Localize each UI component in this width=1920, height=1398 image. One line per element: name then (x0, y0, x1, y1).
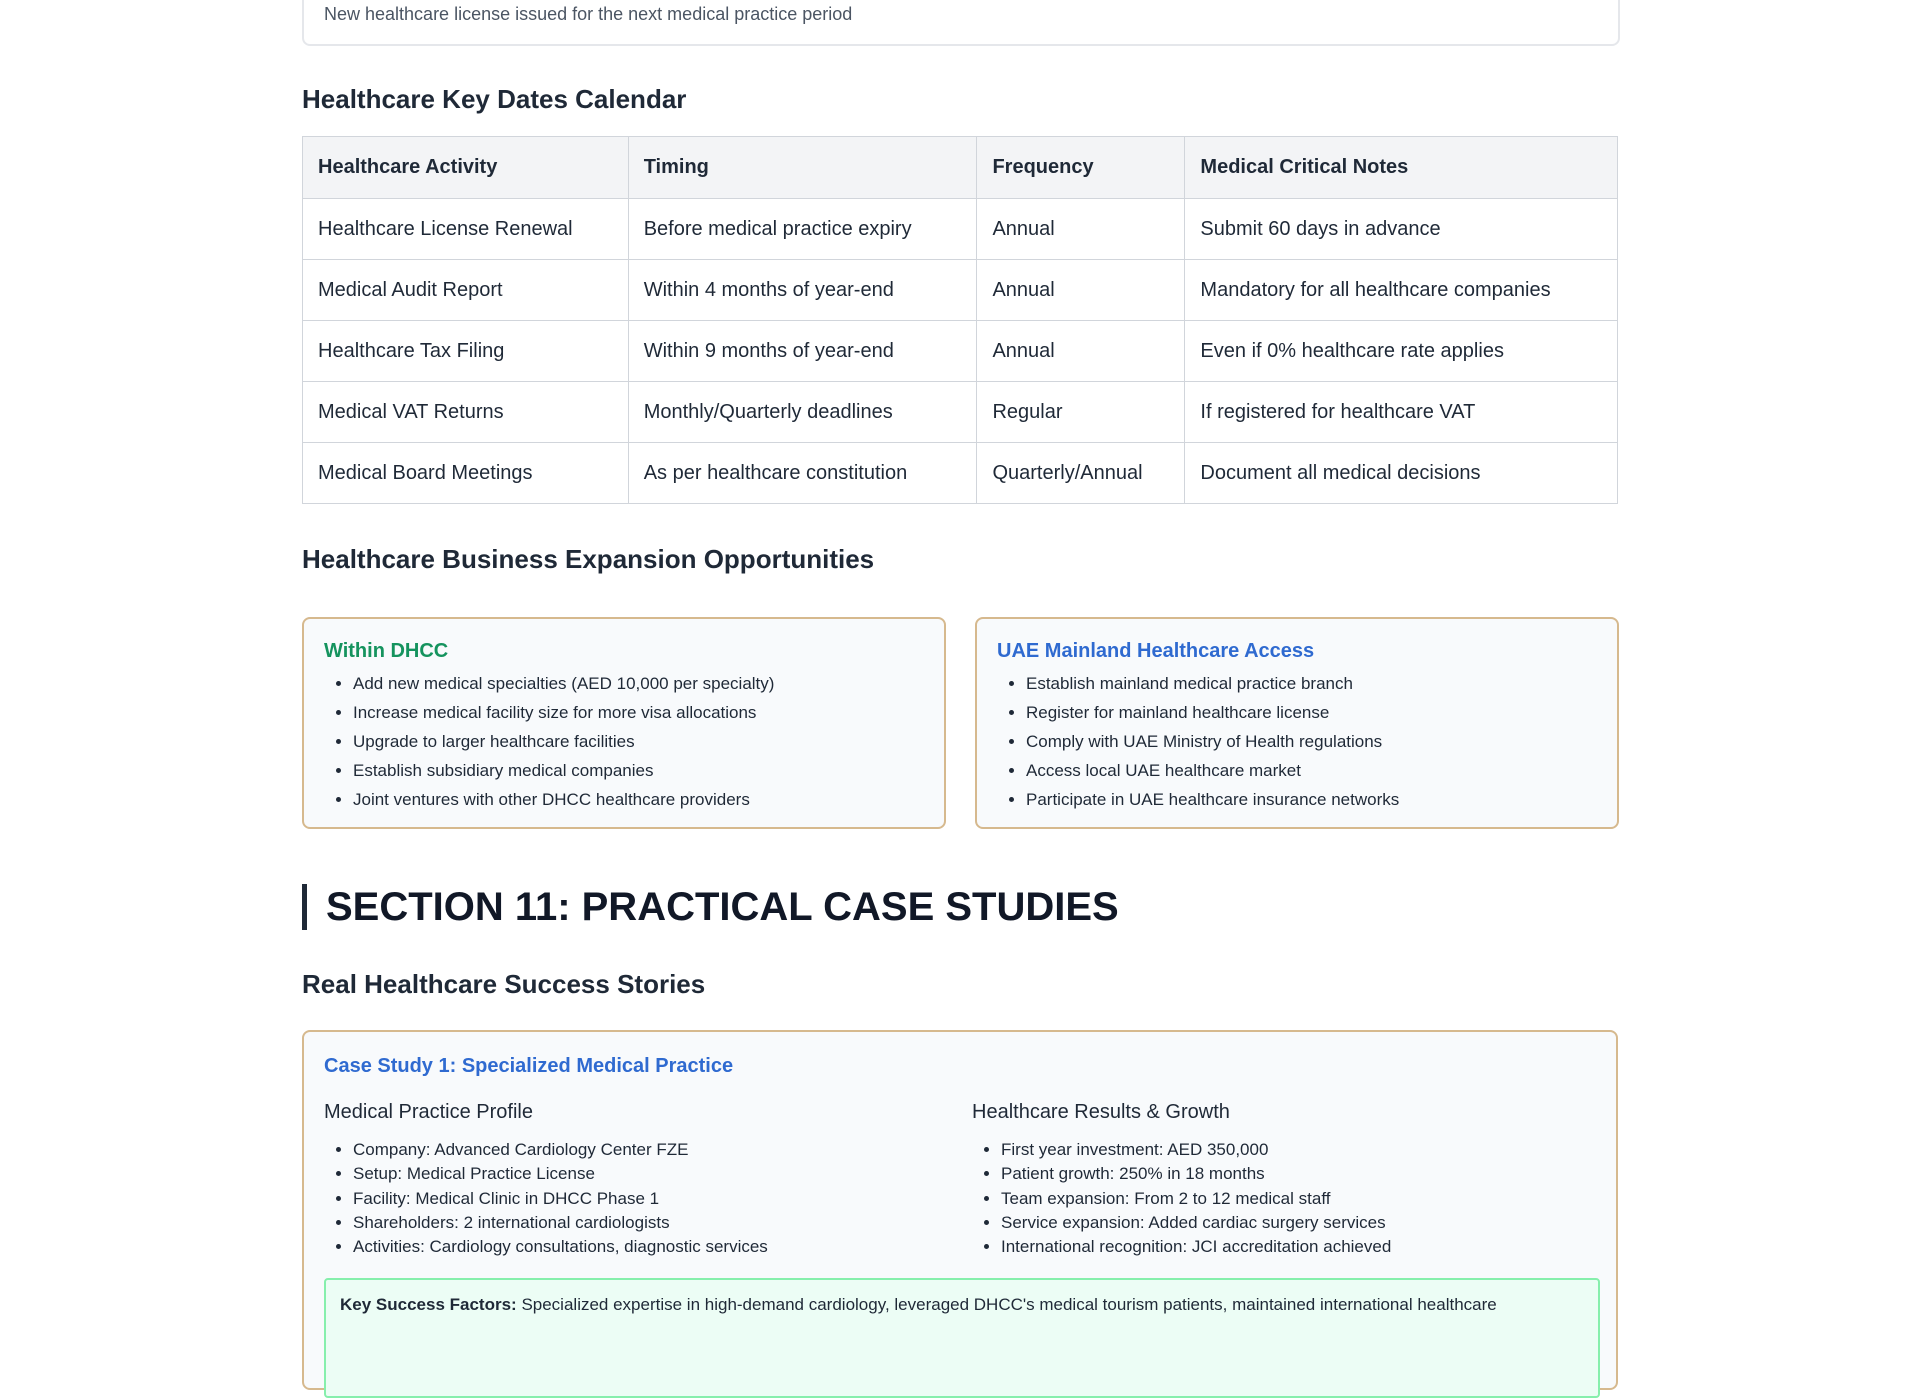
case-study-card (302, 1030, 1618, 1390)
key-success-label: Key Success Factors: (340, 1295, 517, 1314)
profile-heading: Medical Practice Profile (324, 1101, 533, 1123)
list-item: • International recognition: JCI accreditation achieved (1001, 1235, 1391, 1259)
table-cell: Annual (977, 321, 1185, 382)
table-cell: Within 4 months of year-end (628, 260, 977, 321)
table-header-row (303, 137, 1618, 199)
results-heading: Healthcare Results & Growth (972, 1101, 1230, 1123)
table-cell: Within 9 months of year-end (628, 321, 977, 382)
table-row (303, 382, 1618, 443)
table-cell: Quarterly/Annual (977, 443, 1185, 504)
list-item: • Upgrade to larger healthcare facilities (353, 727, 774, 756)
list-item: • Add new medical specialties (AED 10,000 per specialty) (353, 669, 774, 698)
case-study-title: Case Study 1: Specialized Medical Practice (324, 1055, 734, 1077)
list-item: • Establish subsidiary medical companies (353, 756, 774, 785)
table-cell: Medical VAT Returns (303, 382, 629, 443)
list-item: • Patient growth: 250% in 18 months (1001, 1162, 1391, 1186)
license-note-text: New healthcare license issued for the next medical practice period (324, 4, 853, 24)
table-cell: Even if 0% healthcare rate applies (1185, 321, 1618, 382)
table-cell: Before medical practice expiry (628, 199, 977, 260)
column-header: Frequency (977, 137, 1185, 199)
list-item: • Register for mainland healthcare license (1026, 698, 1399, 727)
table-cell: As per healthcare constitution (628, 443, 977, 504)
list-item: • Participate in UAE healthcare insurance networks (1026, 785, 1399, 814)
results-list (972, 1138, 1391, 1259)
table-cell: Medical Board Meetings (303, 443, 629, 504)
list-item: • Team expansion: From 2 to 12 medical staff (1001, 1187, 1391, 1211)
table-cell: Regular (977, 382, 1185, 443)
uae-mainland-list (997, 669, 1399, 814)
uae-mainland-title: UAE Mainland Healthcare Access (997, 640, 1315, 662)
key-success-body: Specialized expertise in high-demand cardiology, leveraged DHCC's medical tourism patients, maintained international healthcare (521, 1295, 1497, 1314)
list-item: • Establish mainland medical practice branch (1026, 669, 1399, 698)
table-cell: Monthly/Quarterly deadlines (628, 382, 977, 443)
success-stories-heading: Real Healthcare Success Stories (302, 969, 706, 999)
table-cell: Mandatory for all healthcare companies (1185, 260, 1618, 321)
table-cell: Medical Audit Report (303, 260, 629, 321)
table-cell: If registered for healthcare VAT (1185, 382, 1618, 443)
list-item: • Company: Advanced Cardiology Center FZE (353, 1138, 768, 1162)
table-row (303, 443, 1618, 504)
column-header: Medical Critical Notes (1185, 137, 1618, 199)
list-item: • Access local UAE healthcare market (1026, 756, 1399, 785)
calendar-heading: Healthcare Key Dates Calendar (302, 84, 687, 114)
table-cell: Document all medical decisions (1185, 443, 1618, 504)
uae-mainland-card (975, 617, 1619, 829)
list-item: • Setup: Medical Practice License (353, 1162, 768, 1186)
table-cell: Submit 60 days in advance (1185, 199, 1618, 260)
list-item: • Facility: Medical Clinic in DHCC Phase 1 (353, 1187, 768, 1211)
profile-list (324, 1138, 768, 1259)
section-title: SECTION 11: PRACTICAL CASE STUDIES (302, 884, 1119, 930)
list-item: • Shareholders: 2 international cardiologists (353, 1211, 768, 1235)
key-success-factors-text (340, 1295, 1497, 1315)
key-success-factors-box (324, 1278, 1600, 1398)
column-header: Healthcare Activity (303, 137, 629, 199)
within-dhcc-list (324, 669, 774, 814)
expansion-heading: Healthcare Business Expansion Opportunities (302, 544, 875, 574)
within-dhcc-card (302, 617, 946, 829)
list-item: • Increase medical facility size for more visa allocations (353, 698, 774, 727)
table-row (303, 260, 1618, 321)
list-item: • Comply with UAE Ministry of Health regulations (1026, 727, 1399, 756)
key-dates-table (302, 136, 1618, 504)
table-cell: Healthcare License Renewal (303, 199, 629, 260)
column-header: Timing (628, 137, 977, 199)
table-cell: Annual (977, 199, 1185, 260)
table-row (303, 199, 1618, 260)
list-item: • Activities: Cardiology consultations, diagnostic services (353, 1235, 768, 1259)
list-item: • Joint ventures with other DHCC healthcare providers (353, 785, 774, 814)
table-cell: Healthcare Tax Filing (303, 321, 629, 382)
within-dhcc-title: Within DHCC (324, 640, 449, 662)
table-row (303, 321, 1618, 382)
list-item: • First year investment: AED 350,000 (1001, 1138, 1391, 1162)
list-item: • Service expansion: Added cardiac surgery services (1001, 1211, 1391, 1235)
license-note-card (302, 0, 1620, 46)
table-cell: Annual (977, 260, 1185, 321)
